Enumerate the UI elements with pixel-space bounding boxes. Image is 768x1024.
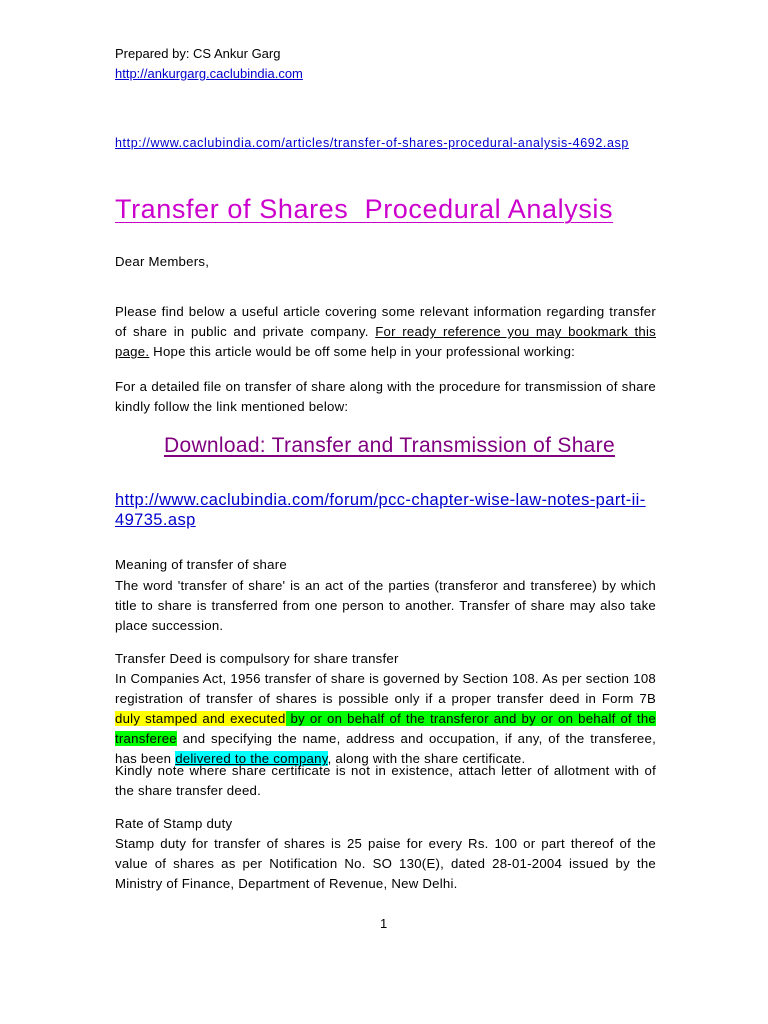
deed-heading: Transfer Deed is compulsory for share transfer [115,651,399,666]
bookmark-note: For ready reference you may bookmark this page. [115,324,656,359]
deed-body-end: , along with the share certificate. [327,751,526,766]
page-number: 1 [380,916,388,931]
author-link[interactable]: http://ankurgarg.caclubindia.com [115,66,303,81]
stamp-body: Stamp duty for transfer of shares is 25 paise for every Rs. 100 or part thereof of the value of shares as per Notification No. SO 130(E), dated 28-01-2004 issued by the Ministry of Finance, Department of Revenue, New Delhi. [115,836,656,891]
highlight-yellow: duly stamped and executed [115,711,286,726]
article-link[interactable]: http://www.caclubindia.com/articles/transfer-of-shares-procedural-analysis-4692.asp [115,136,629,150]
deed-body-start: In Companies Act, 1956 transfer of share is governed by Section 108. As per section 108 registration of transfer of shares is possible only if a proper transfer deed in Form 7B [115,671,656,706]
intro-text-1: Please find below a useful article covering some relevant information regarding transfer of share in public and private company. [115,304,656,339]
intro-paragraph [115,302,656,362]
download-link[interactable]: Download: Transfer and Transmission of Share [164,434,615,457]
highlight-green: by or on behalf of the transferor and by or on behalf of the transferee [115,711,656,746]
highlight-cyan: delivered to the company [175,751,328,766]
forum-link-line-2[interactable]: 49735.asp [115,511,196,529]
deed-body-mid: and specifying the name, address and occupation, if any, of the transferee, has been [115,731,656,766]
forum-link-line-1[interactable]: http://www.caclubindia.com/forum/pcc-chapter-wise-law-notes-part-ii- [115,491,646,509]
greeting: Dear Members, [115,254,210,269]
forum-link[interactable] [115,490,675,530]
prepared-by-text: Prepared by: CS Ankur Garg [115,46,281,61]
meaning-heading: Meaning of transfer of share [115,557,287,572]
intro-text-3: Hope this article would be off some help in your professional working: [149,344,576,359]
stamp-heading: Rate of Stamp duty [115,816,233,831]
document-title: Transfer of Shares Procedural Analysis [115,194,614,224]
detailed-file-paragraph: For a detailed file on transfer of share along with the procedure for transmission of share kindly follow the link mentioned below: [115,379,656,414]
deed-note: Kindly note where share certificate is not in existence, attach letter of allotment with of the share transfer deed. [115,763,656,798]
prepared-by-block [115,44,303,84]
deed-body [115,669,656,769]
meaning-body: The word 'transfer of share' is an act of the parties (transferor and transferee) by which title to share is transferred from one person to another. Transfer of share may also take place succession. [115,578,656,633]
